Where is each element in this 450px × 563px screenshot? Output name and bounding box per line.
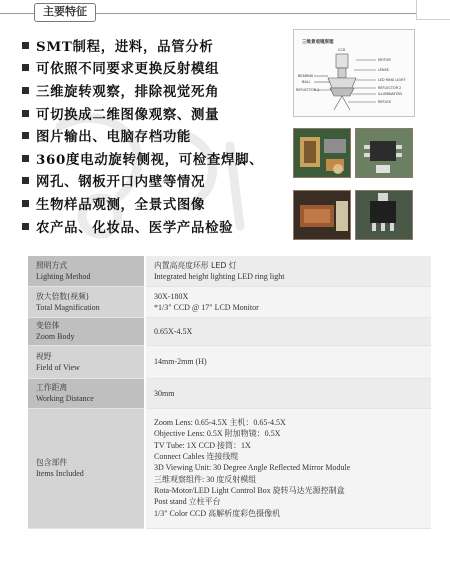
feature-item bbox=[22, 57, 292, 80]
spec-label-cn: 照明方式 bbox=[36, 260, 68, 270]
table-row bbox=[28, 345, 431, 378]
list-item: Objective Lens: 0.5X 附加物镜：0.5X bbox=[154, 429, 281, 439]
section-title: 主要特征 bbox=[34, 3, 96, 22]
feature-text: 三维旋转观察，排除视觉死角 bbox=[36, 83, 220, 100]
diagram-title: 三维景观镜原理 bbox=[302, 40, 334, 45]
list-item: Post stand 立柱平台 bbox=[154, 497, 221, 507]
table-row bbox=[28, 408, 431, 528]
bullet-square-icon bbox=[22, 42, 29, 49]
spec-value-main: 0.65X-4.5X bbox=[154, 326, 193, 336]
spec-value-main: 14mm-2mm (H) bbox=[154, 357, 207, 366]
feature-text: SMT制程，进料，品管分析 bbox=[36, 38, 214, 55]
spec-value bbox=[145, 317, 431, 345]
items-included-list bbox=[145, 408, 431, 528]
photo-image bbox=[356, 191, 413, 240]
feature-item bbox=[22, 170, 292, 193]
photo-image bbox=[294, 191, 351, 240]
spec-label-en: Working Distance bbox=[36, 394, 94, 403]
spec-value bbox=[145, 286, 431, 317]
sample-photo-pcb-1 bbox=[293, 128, 351, 178]
list-item: Rota-Motor/LED Light Control Box 旋转马达光源控制盒 bbox=[154, 485, 345, 495]
feature-text: 网孔、钢板开口内壁等情况 bbox=[36, 174, 206, 191]
list-item: 三维观察组件: 30 度反射模组 bbox=[154, 474, 257, 484]
bullet-square-icon bbox=[22, 110, 29, 117]
feature-text: 可切换成二维图像观察、测量 bbox=[36, 106, 220, 123]
diagram-label: MOTOR bbox=[378, 58, 391, 62]
list-item: 1/3" Color CCD 高解析度彩色摄像机 bbox=[154, 508, 281, 518]
spec-value-main: 30X-180X bbox=[154, 291, 189, 301]
diagram-label: ILLUMINATION bbox=[378, 92, 402, 96]
diagram-label: CCD bbox=[338, 48, 346, 52]
feature-text: 360度电动旋转侧视，可检查焊脚、 bbox=[36, 151, 264, 168]
header-corner-tab bbox=[416, 0, 450, 20]
list-item: Zoom Lens: 0.65-4.5X 主机：0.65-4.5X bbox=[154, 418, 286, 428]
diagram-label: REFLECTOR 1 bbox=[296, 88, 320, 92]
photo-image bbox=[356, 129, 413, 178]
spec-label-en: Total Magnification bbox=[36, 302, 100, 312]
bullet-square-icon bbox=[22, 155, 29, 162]
spec-label-cn: 放大倍数(视频) bbox=[36, 291, 89, 301]
table-row bbox=[28, 317, 431, 345]
bullet-square-icon bbox=[22, 64, 29, 71]
spec-value-en: Integrated height lighting LED ring light bbox=[154, 271, 285, 281]
spec-value bbox=[145, 345, 431, 378]
spec-label-cn: 变倍体 bbox=[36, 321, 60, 330]
bullet-square-icon bbox=[22, 223, 29, 230]
feature-item bbox=[22, 215, 292, 238]
spec-value bbox=[145, 256, 431, 286]
table-row bbox=[28, 286, 431, 317]
spec-value-cn: 内置高亮度环形 LED 灯 bbox=[154, 260, 237, 270]
spec-value-note: *1/3" CCD @ 17" LCD Monitor bbox=[154, 302, 259, 312]
list-item: Connect Cables 连接线缆 bbox=[154, 452, 239, 462]
table-row bbox=[28, 256, 431, 286]
spec-label bbox=[28, 345, 145, 378]
feature-text: 可依照不同要求更换反射模组 bbox=[36, 61, 220, 78]
diagram-label: LENSE bbox=[378, 68, 389, 72]
spec-label bbox=[28, 408, 145, 528]
spec-label-en: Lighting Method bbox=[36, 271, 91, 281]
sample-photo-chip-2 bbox=[355, 190, 413, 240]
bullet-square-icon bbox=[22, 177, 29, 184]
diagram-label: LED RING LIGHT bbox=[378, 78, 406, 82]
spec-label bbox=[28, 286, 145, 317]
spec-table bbox=[28, 256, 431, 529]
spec-label-cn: 视野 bbox=[36, 351, 52, 361]
spec-label-en: Items Included bbox=[36, 469, 84, 478]
spec-label-cn: 包含部件 bbox=[36, 458, 68, 467]
list-item: TV Tube: 1X CCD 接筒：1X bbox=[154, 440, 251, 450]
diagram-label: REFLECTOR 2 bbox=[378, 86, 402, 90]
photo-image bbox=[294, 129, 351, 178]
bullet-square-icon bbox=[22, 132, 29, 139]
diagram-label: BALL bbox=[302, 80, 311, 84]
feature-item bbox=[22, 147, 292, 170]
diagram-label: BEARING bbox=[298, 74, 314, 78]
feature-list bbox=[22, 34, 292, 237]
feature-text: 农产品、化妆品、医学产品检验 bbox=[36, 219, 234, 236]
spec-label-en: Zoom Body bbox=[36, 332, 75, 341]
spec-label bbox=[28, 378, 145, 408]
feature-item bbox=[22, 102, 292, 125]
feature-item bbox=[22, 34, 292, 57]
section-header bbox=[0, 0, 450, 26]
sample-photo-chip-1 bbox=[355, 128, 413, 178]
list-item: 3D Viewing Unit: 30 Degree Angle Reflected Mirror Module bbox=[154, 463, 351, 473]
feature-item bbox=[22, 192, 292, 215]
spec-label bbox=[28, 256, 145, 286]
bullet-square-icon bbox=[22, 200, 29, 207]
principle-diagram bbox=[293, 29, 415, 117]
sample-photo-pcb-2 bbox=[293, 190, 351, 240]
feature-item bbox=[22, 79, 292, 102]
feature-item bbox=[22, 124, 292, 147]
diagram-label: REFLEX bbox=[378, 100, 391, 104]
feature-text: 图片输出、电脑存档功能 bbox=[36, 129, 191, 146]
spec-label-en: Field of View bbox=[36, 362, 80, 372]
spec-label-cn: 工作距离 bbox=[36, 383, 68, 392]
spec-value-main: 30mm bbox=[154, 388, 175, 398]
bullet-square-icon bbox=[22, 87, 29, 94]
feature-text: 生物样品观测，全景式图像 bbox=[36, 196, 206, 213]
spec-label bbox=[28, 317, 145, 345]
table-row bbox=[28, 378, 431, 408]
spec-value bbox=[145, 378, 431, 408]
